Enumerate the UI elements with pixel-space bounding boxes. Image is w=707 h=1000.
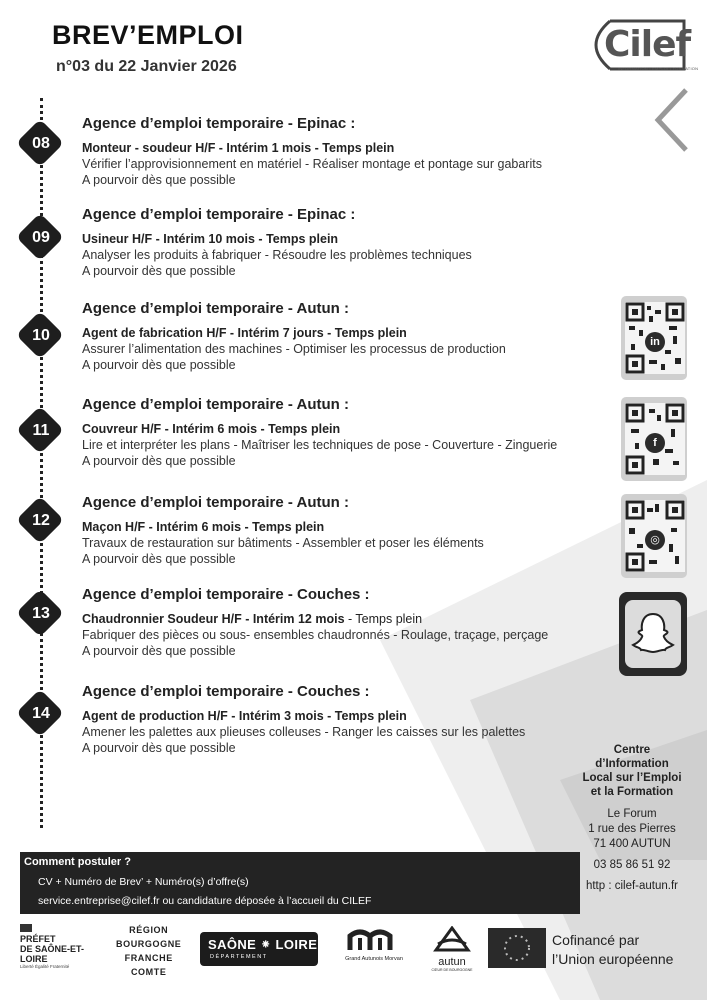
instagram-icon: ◎ [645,530,665,550]
job-availability: A pourvoir dès que possible [82,173,236,187]
job-offer [82,206,602,279]
apply-title: Comment postuler ? [24,856,131,868]
job-offer [82,115,602,188]
job-offer [82,300,602,373]
linkedin-icon: in [645,332,665,352]
centre-name: Centre d’Information Local sur l’Emploi et la Formation [582,744,682,798]
eu-cofinance-text: Cofinancé par l’Union européenne [552,932,674,967]
autun-icon [432,926,472,952]
offer-number: 08 [32,135,50,152]
job-availability: A pourvoir dès que possible [82,644,236,658]
issue-date: n°03 du 22 Janvier 2026 [56,58,237,75]
cilef-logo-subtitle: INFORMATION • EMPLOI • FORMATION [618,66,699,71]
offer-number: 11 [32,422,50,439]
job-agency: Agence d’emploi temporaire - Epinac : [82,206,356,223]
job-agency: Agence d’emploi temporaire - Couches : [82,683,370,700]
job-agency: Agence d’emploi temporaire - Epinac : [82,115,356,132]
job-agency: Agence d’emploi temporaire - Autun : [82,396,349,413]
offer-number: 09 [32,229,50,246]
offer-number-badge [19,499,63,543]
saone-et-loire-logo: SAÔNE ⁕ LOIRE DÉPARTEMENT [200,932,318,966]
centre-website[interactable]: http : cilef-autun.fr [585,880,679,892]
linkedin-qr-code[interactable] [621,296,687,380]
offer-number: 12 [32,512,50,529]
job-position: Agent de production H/F - Intérim 3 mois - Temps plein [82,709,407,723]
newsletter-title: BREV’EMPLOI [52,20,244,50]
chevron-left-icon [652,88,692,152]
job-offer [82,494,602,567]
offer-number: 10 [32,327,50,344]
job-availability: A pourvoir dès que possible [82,741,236,755]
cilef-logo: Cilef [604,24,691,65]
offer-number-badge [19,122,63,166]
facebook-qr-code[interactable] [621,397,687,481]
job-position: Agent de fabrication H/F - Intérim 7 jours - Temps plein [82,326,407,340]
job-offer [82,683,602,756]
job-tasks: Lire et interpréter les plans - Maîtriser les techniques de pose - Couverture - Zinguerie [82,438,558,452]
region-bfc-logo: RÉGION BOURGOGNE FRANCHE COMTE [116,925,182,977]
snapchat-icon [619,592,687,676]
job-position: Chaudronnier Soudeur H/F - Intérim 12 mois - Temps plein [82,612,423,626]
centre-address: Le Forum 1 rue des Pierres 71 400 AUTUN [588,808,676,850]
job-availability: A pourvoir dès que possible [82,552,236,566]
offer-number-badge [19,216,63,260]
job-position: Couvreur H/F - Intérim 6 mois - Temps plein [82,422,341,436]
job-tasks: Assurer l’alimentation des machines - Optimiser les processus de production [82,342,506,356]
job-tasks: Fabriquer des pièces ou sous- ensembles chaudronnés - Roulage, traçage, perçage [82,628,549,642]
facebook-icon: f [645,433,665,453]
grand-autunois-icon [346,928,402,952]
job-offer [82,396,602,469]
job-availability: A pourvoir dès que possible [82,358,236,372]
job-agency: Agence d’emploi temporaire - Autun : [82,494,349,511]
prefet-logo: PRÉFET DE SAÔNE-ET-LOIRE Liberté Égalité Fraternité [20,924,100,969]
autun-logo: autun CŒUR DE BOURGOGNE [426,926,478,972]
offer-number: 13 [32,605,50,622]
job-position: Maçon H/F - Intérim 6 mois - Temps plein [82,520,325,534]
instagram-qr-code[interactable] [621,494,687,578]
offer-number-badge [19,592,63,636]
job-tasks: Travaux de restauration sur bâtiments - Assembler et poser les éléments [82,536,484,550]
job-availability: A pourvoir dès que possible [82,454,236,468]
job-agency: Agence d’emploi temporaire - Autun : [82,300,349,317]
job-tasks: Vérifier l’approvisionnement en matériel - Réaliser montage et pontage sur gabarits [82,157,542,171]
centre-phone: 03 85 86 51 92 [593,859,671,871]
apply-requirements: CV + Numéro de Brev’ + Numéro(s) d’offre(s) [38,876,249,888]
job-offer [82,586,602,659]
job-tasks: Analyser les produits à fabriquer - Résoudre les problèmes techniques [82,248,472,262]
offer-number: 14 [32,705,50,722]
centre-contact-info [577,743,687,894]
offer-number-badge [19,314,63,358]
eu-flag-icon [488,928,546,968]
job-position: Monteur - soudeur H/F - Intérim 1 mois - Temps plein [82,141,395,155]
job-agency: Agence d’emploi temporaire - Couches : [82,586,370,603]
job-position: Usineur H/F - Intérim 10 mois - Temps plein [82,232,339,246]
job-availability: A pourvoir dès que possible [82,264,236,278]
offer-number-badge [19,409,63,453]
offer-number-badge [19,692,63,736]
marianne-icon [20,924,32,932]
how-to-apply-box [20,852,580,914]
job-tasks: Amener les palettes aux plieuses colleuses - Ranger les caisses sur les palettes [82,725,526,739]
snapchat-qr-code[interactable] [619,592,687,676]
grand-autunois-morvan-logo: Grand Autunois Morvan [330,928,418,962]
apply-contact-email[interactable]: service.entreprise@cilef.fr ou candidature déposée à l’accueil du CILEF [38,895,372,907]
